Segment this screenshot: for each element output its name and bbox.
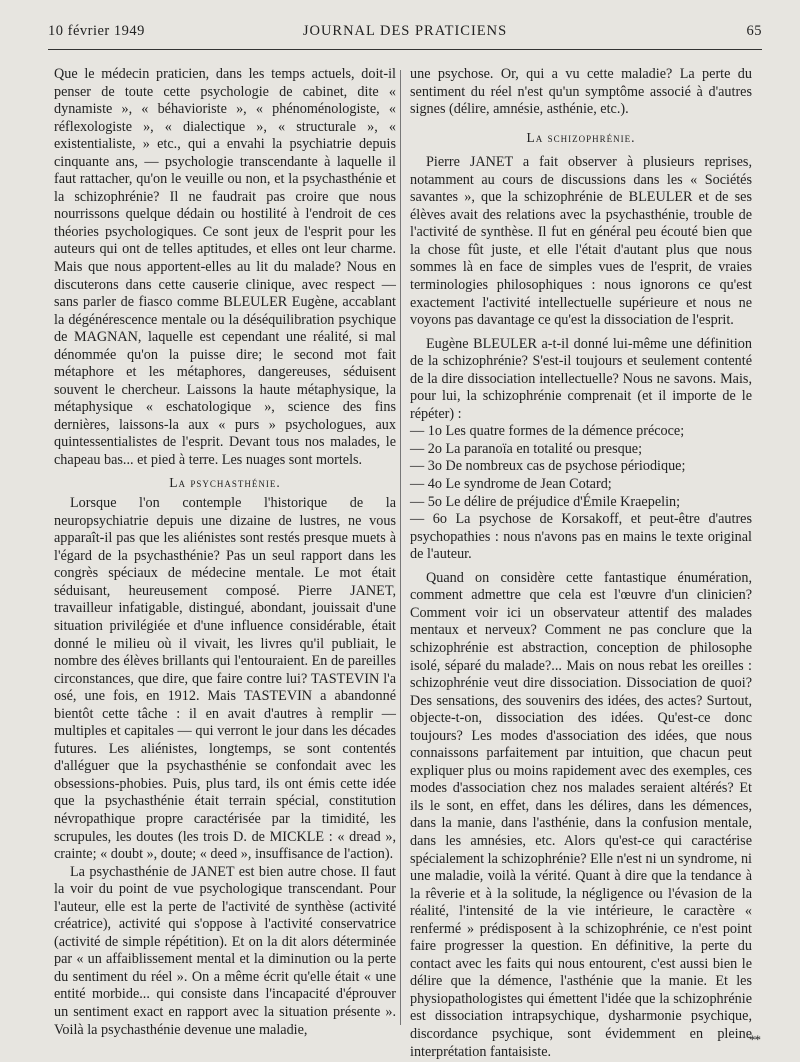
paragraph: une psychose. Or, qui a vu cette maladie? La perte du sentiment du réel n'est qu'un symptôme associé à d'autres signes (délire, amnésie, asthénie, etc.). [410,66,752,118]
section-heading-schizophrenie: La schizophrénie. [526,129,636,145]
left-column [54,66,396,1039]
list-item: — 1o Les quatre formes de la démence précoce; [410,423,685,440]
paragraph: Lorsque l'on contemple l'historique de la neuropsychiatrie depuis une dizaine de lustres, ne vous apparaît-il pas que les aliénistes sont restés presque muets à l'égard de la psychasthénie? Pas un seul rapport dans les congrès spéciaux de médecine mentale. Le mot était séduisant, heureusement composé. Pierre JANET, travailleur infatigable, distingué, abondant, jouissait d'une situation privilégiée et d'une influence considérable, était donné le milieu où il vivait, les livres qu'il publiait, le nombre des élèves brillants qui l'entouraient. En de pareilles circonstances, que dire, que faire contre lui? TASTEVIN l'a osé, une fois, en 1912. Mais TASTEVIN a abandonné bientôt cette tâche : il en avait d'autres à remplir — multiples et capitales — qui verront le jour dans les décades futures. Les aliénistes, longtemps, se sont contentés d'alléguer que la psychasthénie se confondait avec les obsessions-phobies. Puis, plus tard, ils ont émis cette idée que la psychasthénie était terrain spécial, constitution névropathique propre caractérisée par la timidité, les scrupules, les doutes (les trois D. de MICKLE : « dread », crainte; « doubt », doute; « deed », insuffisance de l'action). [54,495,396,863]
list-item: — 2o La paranoïa en totalité ou presque; [410,440,643,457]
section-heading-psychasthenie: La psychasthénie. [169,474,281,490]
page-header [48,23,762,50]
paragraph: Que le médecin praticien, dans les temps actuels, doit-il penser de toute cette psychologie de cabinet, dite « dynamiste », « béhavioriste », « phénoménologiste, « réflexologiste », « dialectique », « structurale », « existentialiste, » etc., qui a envahi la psychiatrie depuis cinquante ans, — psychologie transcendante à laquelle il faut rattacher, qu'on le veuille ou non, et la psychasthénie et la schizophrénie? Il ne faudrait pas croire que nous nourrissons quelque dédain ou hostilité à l'endroit de ces théories psychologiques. Ce sont jeux de l'esprit pour les auteurs qui ont de telles aptitudes, et elles ont leur charme. Mais que nous apportent-elles au lit du malade? Nous en discuterons dans cette causerie clinique, avec respect — sans parler de fiasco comme BLEULER Eugène, accablant la dégénérescence mentale ou la déséquilibration psychique de MAGNAN, laquelle est cependant une réalité, si mal dénommée qu'on la puisse dire; le second mot fait métaphore et les métaphores, dangereuses, séduisent souvent le chercheur. Laissons la haute métaphysique, la métaphysique « eschatologique », science des fins dernières, laissons-la aux « purs » psychologues, aux quintessentialistes de l'esprit. Devant tous nos malades, le chapeau bas... et pied à terre. Les nuages sont mortels. [54,66,396,469]
end-ornament: ** [749,1032,760,1047]
list-item: — 4o Le syndrome de Jean Cotard; [410,476,612,493]
paragraph: Quand on considère cette fantastique énumération, comment admettre que cela est l'œuvre d'un clinicien? Comment voir ici un observateur attentif des malades mentaux et nerveux? Comment ne pas conclure que la schizophrénie est abstraction, conception de philosophe isolé, séparé du malade?... Mais on nous rebat les oreilles : schizophrénie veut dire dissociation. Dissociation de quoi? Des sensations, des souvenirs des idées, des actes? Surtout, objecte-t-on, dissociation des idées. Qu'est-ce donc toujours? Les modes d'association des idées, que nous connaissons parfaitement par intuition, que chacun peut expliquer plus ou moins rapidement avec des exemples, ces modes d'association chez nos malades seraient altérés? Et ils le sont, en effet, dans les délires, dans les démences, dans la manie, dans l'asthénie, dans la confusion mentale, dans les amnésies, etc. Alors qu'est-ce qui caractérise spécialement la schizophrénie? Elle n'est ni un syndrome, ni une maladie, voilà la vérité. Quant à dire que la tendance à la rêverie et à la solitude, la négligence ou l'évasion de la réalité, l'intensité de la vie intérieure, le caractère « renfermé » prédisposent à la schizophrénie, ce n'est point faire progresser la question. En définitive, la perte du contact avec les faits qui nous entourent, c'est aussi bien le délire que la démence, l'asthénie que la manie. Et les physiopathologistes qui émettent l'idée que la schizophrénie est dissociation intrapsychique, dysharmonie psychique, discordance psychique, sont évidemment en pleine interprétation fantaisiste. [410,569,752,1060]
issue-date: 10 février 1949 [48,23,145,39]
journal-title: JOURNAL DES PRATICIENS [302,23,508,39]
paragraph: Pierre JANET a fait observer à plusieurs reprises, notamment au cours de discussions dans les « Sociétés savantes », que la schizophrénie de BLEULER et de ses élèves avait des relations avec la psychasthénie, trouble de l'activité de synthèse. Il fut en général peu écouté bien que la chose fût juste, et elle l'était d'autant plus que nous sommes là en face de simples vues de l'esprit, de vraies terminologies philosophiques : nous ignorons ce qu'est exactement l'activité intellectuelle supérieure et nous ne voyons pas davantage ce qu'est la dissociation de l'esprit. [410,154,752,329]
column-divider [400,70,401,1025]
list-item: — 5o Le délire de préjudice d'Émile Kraepelin; [410,493,681,510]
list-item: — 3o De nombreux cas de psychose périodique; [410,458,686,475]
paragraph: Eugène BLEULER a-t-il donné lui-même une définition de la schizophrénie? S'est-il toujours et seulement contenté de la dire dissociation intellectuelle? Nous ne savons. Mais, pour lui, la schizophrénie comprenait (et il importe de le répéter) : [410,335,752,422]
right-column [410,66,752,1061]
schizophrenia-list [410,423,752,563]
paragraph: La psychasthénie de JANET est bien autre chose. Il faut la voir du point de vue psychologique transcendant. Pour l'auteur, elle est la perte de l'activité de synthèse (activité créatrice), activité qui s'oppose à l'activité conservatrice (activité de simple répétition). Et on la dit alors déterminée par « un affaiblissement mental et la diminution ou la perte du sentiment du réel ». On a même écrit qu'elle était « une entité morbide... qui consiste dans l'incapacité d'éprouver un sentiment exact en rapport avec la situation présente ». Voilà la psychasthénie devenue une maladie, [54,863,396,1038]
list-item: — 6o La psychose de Korsakoff, et peut-être d'autres psychopathies : nous n'avons pas en mains le texte original de l'auteur. [410,511,752,563]
page-number: 65 [746,23,762,39]
